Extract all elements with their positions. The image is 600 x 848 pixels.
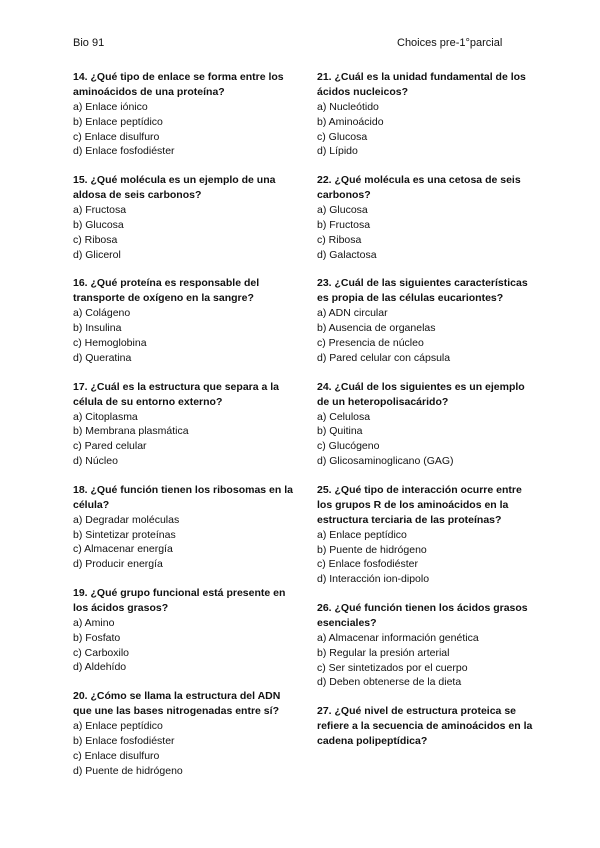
question-title: 16. ¿Qué proteína es responsable del transporte de oxígeno en la sangre? — [73, 277, 260, 305]
answer-option: c) Ribosa — [317, 233, 362, 246]
question-title: 15. ¿Qué molécula es un ejemplo de una aldosa de seis carbonos? — [73, 174, 276, 202]
header-course: Bio 91 — [73, 37, 105, 49]
answer-option: d) Interacción ion-dipolo — [317, 573, 430, 586]
answer-option: c) Pared celular — [73, 440, 147, 453]
answer-option: a) Citoplasma — [73, 410, 138, 423]
answer-option: b) Fosfato — [73, 631, 121, 644]
question-block — [73, 70, 295, 159]
answer-option: c) Presencia de núcleo — [317, 336, 424, 349]
answer-option: b) Enlace fosfodiéster — [73, 734, 175, 747]
answer-option: d) Enlace fosfodiéster — [73, 145, 175, 158]
answer-option: d) Deben obtenerse de la dieta — [317, 676, 462, 689]
answer-option: a) Celulosa — [317, 410, 371, 423]
question-block — [317, 380, 539, 469]
answer-option: b) Regular la presión arterial — [317, 646, 450, 659]
question-block — [73, 689, 295, 778]
answer-option: b) Aminoácido — [317, 115, 384, 128]
answer-option: a) Enlace peptídico — [317, 528, 407, 541]
answer-option: d) Producir energía — [73, 558, 163, 571]
question-title: 27. ¿Qué nivel de estructura proteica se refiere a la secuencia de aminoácidos en la cadena polipeptídica? — [317, 705, 533, 748]
answer-option: d) Glicerol — [73, 248, 121, 261]
answer-option: d) Puente de hidrógeno — [73, 764, 183, 777]
answer-option: d) Glicosaminoglicano (GAG) — [317, 454, 454, 467]
question-block — [73, 483, 295, 572]
answer-option: a) Fructosa — [73, 204, 127, 217]
question-title: 23. ¿Cuál de las siguientes características es propia de las células eucariontes? — [317, 277, 528, 305]
question-block — [317, 173, 539, 262]
answer-option: d) Lípido — [317, 145, 358, 158]
answer-option: a) Almacenar información genética — [317, 631, 479, 644]
answer-option: c) Ser sintetizados por el cuerpo — [317, 661, 468, 674]
question-title: 21. ¿Cuál es la unidad fundamental de los ácidos nucleicos? — [317, 71, 526, 98]
left-column — [73, 70, 295, 792]
answer-option: a) Nucleótido — [317, 101, 379, 113]
answer-option: b) Quitina — [317, 425, 363, 438]
question-block — [73, 586, 295, 675]
question-title: 18. ¿Qué función tienen los ribosomas en la célula? — [73, 483, 293, 511]
right-column — [317, 70, 539, 763]
question-block — [317, 483, 539, 587]
answer-option: a) Glucosa — [317, 204, 368, 217]
answer-option: d) Queratina — [73, 351, 132, 364]
question-block — [317, 276, 539, 365]
answer-option: b) Membrana plasmática — [73, 425, 189, 438]
answer-option: b) Enlace peptídico — [73, 115, 163, 128]
answer-option: c) Ribosa — [73, 233, 118, 246]
answer-option: a) ADN circular — [317, 307, 388, 320]
question-title: 24. ¿Cuál de los siguientes es un ejemplo de un heteropolisacárido? — [317, 380, 525, 408]
question-block — [317, 601, 539, 690]
answer-option: b) Glucosa — [73, 218, 124, 231]
answer-option: c) Glucógeno — [317, 440, 380, 453]
answer-option: d) Pared celular con cápsula — [317, 351, 451, 364]
question-title: 22. ¿Qué molécula es una cetosa de seis carbonos? — [317, 174, 521, 202]
answer-option: b) Ausencia de organelas — [317, 322, 436, 335]
answer-option: b) Fructosa — [317, 218, 371, 231]
answer-option: b) Insulina — [73, 322, 122, 335]
answer-option: a) Amino — [73, 616, 115, 629]
question-block — [317, 704, 539, 749]
answer-option: c) Enlace disulfuro — [73, 130, 160, 143]
header-title: Choices pre-1°parcial — [397, 37, 503, 49]
question-block — [73, 380, 295, 469]
answer-option: d) Galactosa — [317, 248, 377, 261]
answer-option: c) Almacenar energía — [73, 543, 173, 556]
question-title: 25. ¿Qué tipo de interacción ocurre entre los grupos R de los aminoácidos en la estructura terciaria de las proteínas? — [317, 483, 522, 526]
question-block — [73, 173, 295, 262]
answer-option: d) Aldehído — [73, 661, 127, 674]
answer-option: d) Núcleo — [73, 454, 118, 467]
question-title: 19. ¿Qué grupo funcional está presente en los ácidos grasos? — [73, 586, 286, 614]
question-block — [73, 276, 295, 365]
answer-option: c) Enlace disulfuro — [73, 749, 160, 762]
answer-option: b) Sintetizar proteínas — [73, 528, 176, 541]
answer-option: c) Enlace fosfodiéster — [317, 558, 418, 571]
answer-option: c) Hemoglobina — [73, 336, 147, 349]
answer-option: a) Enlace peptídico — [73, 720, 163, 733]
answer-option: a) Enlace iónico — [73, 101, 148, 113]
question-title: 20. ¿Cómo se llama la estructura del ADN que une las bases nitrogenadas entre sí? — [73, 690, 281, 718]
answer-option: b) Puente de hidrógeno — [317, 543, 427, 556]
answer-option: c) Glucosa — [317, 130, 368, 143]
question-title: 26. ¿Qué función tienen los ácidos grasos esenciales? — [317, 601, 528, 629]
question-title: 17. ¿Cuál es la estructura que separa a la célula de su entorno externo? — [73, 380, 280, 408]
question-block — [317, 70, 539, 159]
answer-option: c) Carboxilo — [73, 646, 130, 659]
question-title: 14. ¿Qué tipo de enlace se forma entre los aminoácidos de una proteína? — [73, 71, 284, 98]
answer-option: a) Colágeno — [73, 307, 131, 320]
answer-option: a) Degradar moléculas — [73, 513, 180, 526]
